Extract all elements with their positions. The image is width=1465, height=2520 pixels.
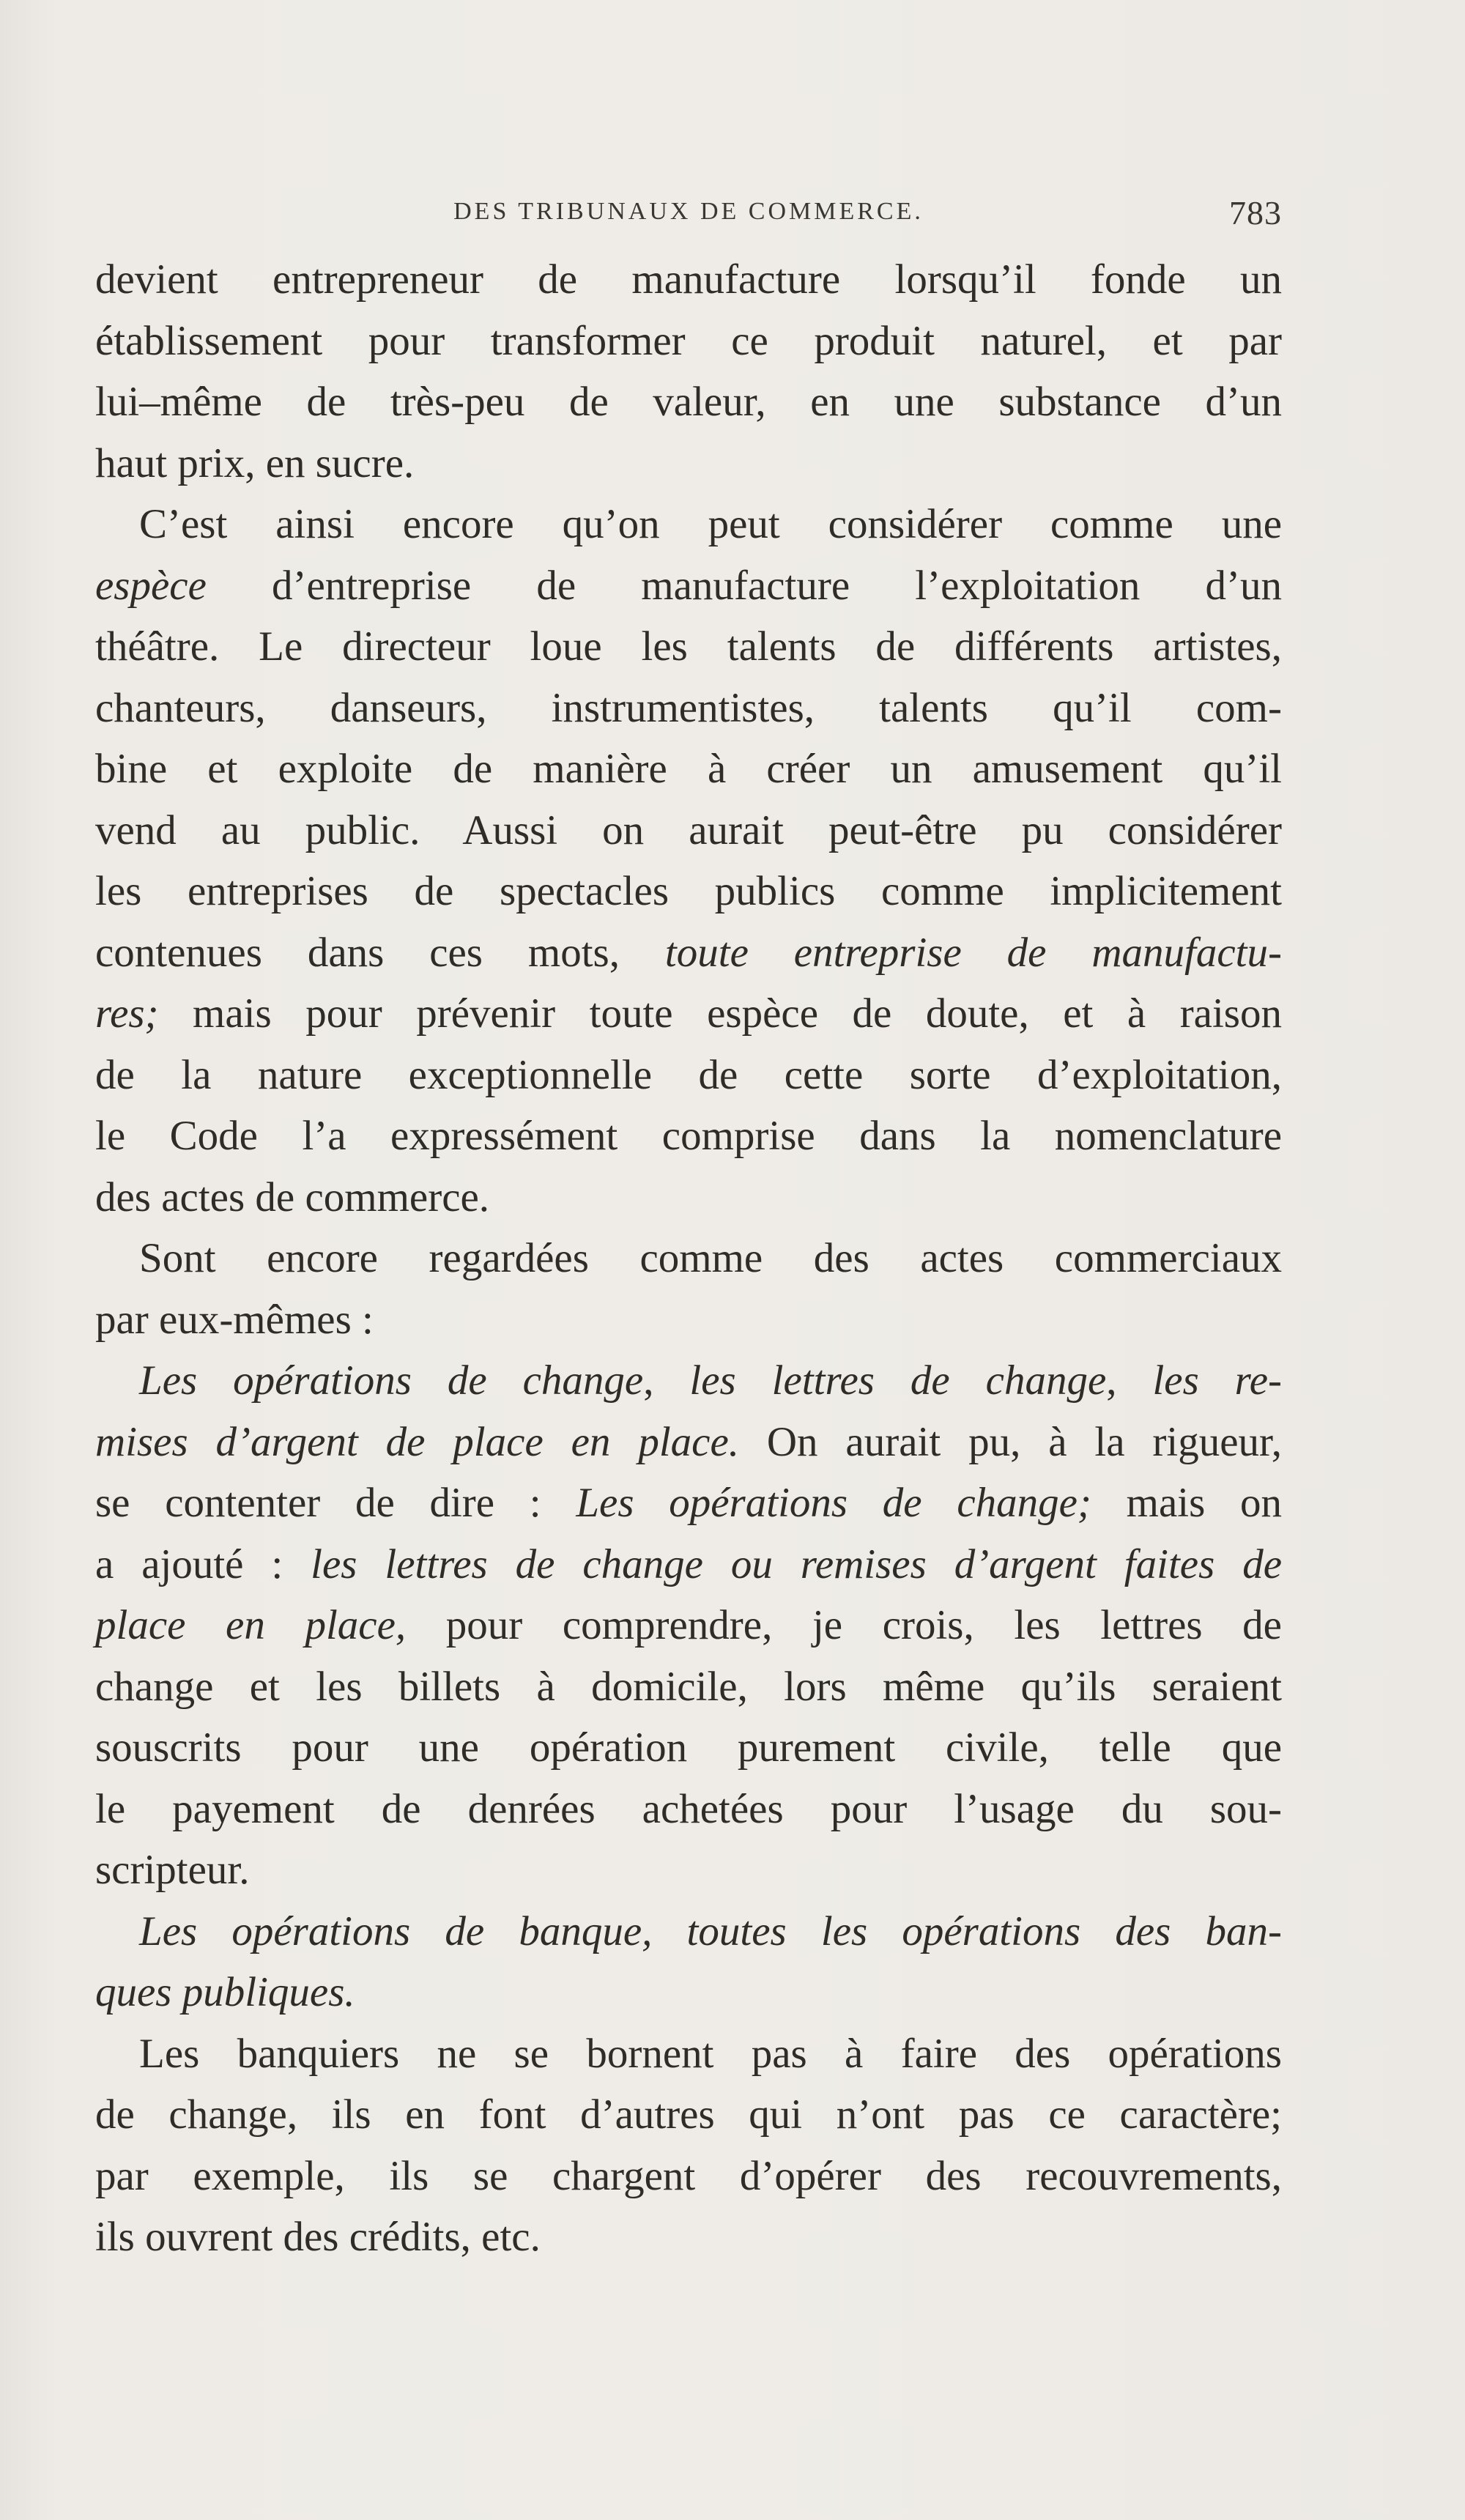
text-line <box>95 1839 1282 1901</box>
text-line <box>95 494 1282 555</box>
italic-text: ques publiques. <box>95 1969 355 2015</box>
text-line <box>95 1228 1282 1289</box>
text-line <box>95 2206 1282 2268</box>
text-segment: contenues dans ces mots, <box>95 929 665 976</box>
text-segment: les entreprises de spectacles publics comme implicitement <box>95 868 1282 914</box>
text-line <box>95 311 1282 372</box>
text-line <box>95 2084 1282 2146</box>
text-line <box>95 2146 1282 2207</box>
text-line <box>95 249 1282 311</box>
text-line <box>95 1717 1282 1779</box>
text-line <box>95 1289 1282 1351</box>
text-line <box>95 2023 1282 2085</box>
italic-text: Les opérations de change; <box>576 1480 1091 1526</box>
text-line <box>95 1045 1282 1106</box>
italic-text: res; <box>95 990 159 1037</box>
text-line <box>95 1167 1282 1228</box>
text-line <box>95 1412 1282 1473</box>
text-line <box>95 1350 1282 1412</box>
text-segment: ils ouvrent des crédits, etc. <box>95 2214 541 2260</box>
text-line <box>95 616 1282 678</box>
text-line <box>95 1105 1282 1167</box>
italic-text: les re- <box>1152 1357 1283 1404</box>
italic-text: Les opérations de change <box>139 1357 644 1404</box>
text-segment: Les banquiers ne se bornent pas à faire des opérations <box>139 2030 1282 2077</box>
text-line <box>95 983 1282 1045</box>
text-line <box>95 800 1282 861</box>
text-segment: se contenter de dire : <box>95 1480 576 1526</box>
text-line <box>95 1656 1282 1718</box>
text-segment: le payement de denrées achetées pour l’usage du sou- <box>95 1785 1282 1832</box>
text-segment: On aurait pu, à la rigueur, <box>739 1418 1282 1465</box>
text-segment: chanteurs, danseurs, instrumentistes, talents qu’il com- <box>95 684 1282 731</box>
text-segment: théâtre. Le directeur loue les talents de différents artistes, <box>95 623 1282 670</box>
body-text <box>95 249 1282 2268</box>
text-line <box>95 1962 1282 2023</box>
text-line <box>95 738 1282 800</box>
text-segment: souscrits pour une opération purement civile, telle que <box>95 1724 1282 1771</box>
text-segment: lui–même de très-peu de valeur, en une substance d’un <box>95 379 1282 425</box>
text-line <box>95 1472 1282 1534</box>
text-segment: par exemple, ils se chargent d’opérer des recouvrements, <box>95 2152 1282 2199</box>
text-segment: de la nature exceptionnelle de cette sorte d’exploitation, <box>95 1051 1282 1098</box>
text-segment: par eux-mêmes : <box>95 1296 374 1343</box>
italic-text: Les opérations de banque, toutes les opérations des ban- <box>139 1908 1282 1954</box>
italic-text: toute entreprise de manufactu- <box>664 929 1283 976</box>
text-line <box>95 1595 1282 1656</box>
text-segment: pour comprendre, je crois, les lettres de <box>406 1602 1282 1648</box>
text-segment: de change, ils en font d’autres qui n’ont pas ce caractère; <box>95 2091 1282 2138</box>
text-line <box>95 1779 1282 1840</box>
text-segment: d’entreprise de manufacture l’exploitation d’un <box>206 562 1282 609</box>
page-number: 783 <box>1229 194 1282 231</box>
page-header <box>95 194 1282 242</box>
text-segment: scripteur. <box>95 1847 250 1893</box>
text-line <box>95 678 1282 739</box>
text-segment: , <box>643 1357 690 1404</box>
text-segment: bine et exploite de manière à créer un amusement qu’il <box>95 746 1282 792</box>
text-segment: devient entrepreneur de manufacture lorsqu’il fonde un <box>95 256 1282 303</box>
text-segment: vend au public. Aussi on aurait peut-être pu considérer <box>95 807 1282 853</box>
text-line <box>95 861 1282 922</box>
text-segment: , <box>1106 1357 1153 1404</box>
text-segment: mais pour prévenir toute espèce de doute, et à raison <box>158 990 1282 1037</box>
text-segment: établissement pour transformer ce produit naturel, et par <box>95 317 1282 364</box>
italic-text: mises d’argent de place en place. <box>95 1418 739 1465</box>
text-segment: mais on <box>1091 1480 1282 1526</box>
text-segment: C’est ainsi encore qu’on peut considérer comme une <box>139 501 1282 547</box>
text-line <box>95 1901 1282 1963</box>
text-line <box>95 433 1282 494</box>
text-segment: change et les billets à domicile, lors même qu’ils seraient <box>95 1663 1282 1710</box>
running-head: DES TRIBUNAUX DE COMMERCE. <box>453 198 924 225</box>
text-segment: haut prix, en sucre. <box>95 440 415 486</box>
text-line <box>95 1534 1282 1596</box>
text-line <box>95 371 1282 433</box>
italic-text: espèce <box>95 562 207 609</box>
text-segment: a ajouté : <box>95 1541 311 1587</box>
italic-text: les lettres de change <box>689 1357 1107 1404</box>
text-segment: le Code l’a expressément comprise dans la nomenclature <box>95 1113 1282 1159</box>
italic-text: place en place, <box>95 1602 407 1648</box>
text-line <box>95 922 1282 984</box>
text-segment: des actes de commerce. <box>95 1174 490 1220</box>
italic-text: les lettres de change ou remises d’argent faites de <box>311 1541 1282 1587</box>
text-segment: Sont encore regardées comme des actes commerciaux <box>139 1235 1282 1281</box>
text-line <box>95 555 1282 617</box>
